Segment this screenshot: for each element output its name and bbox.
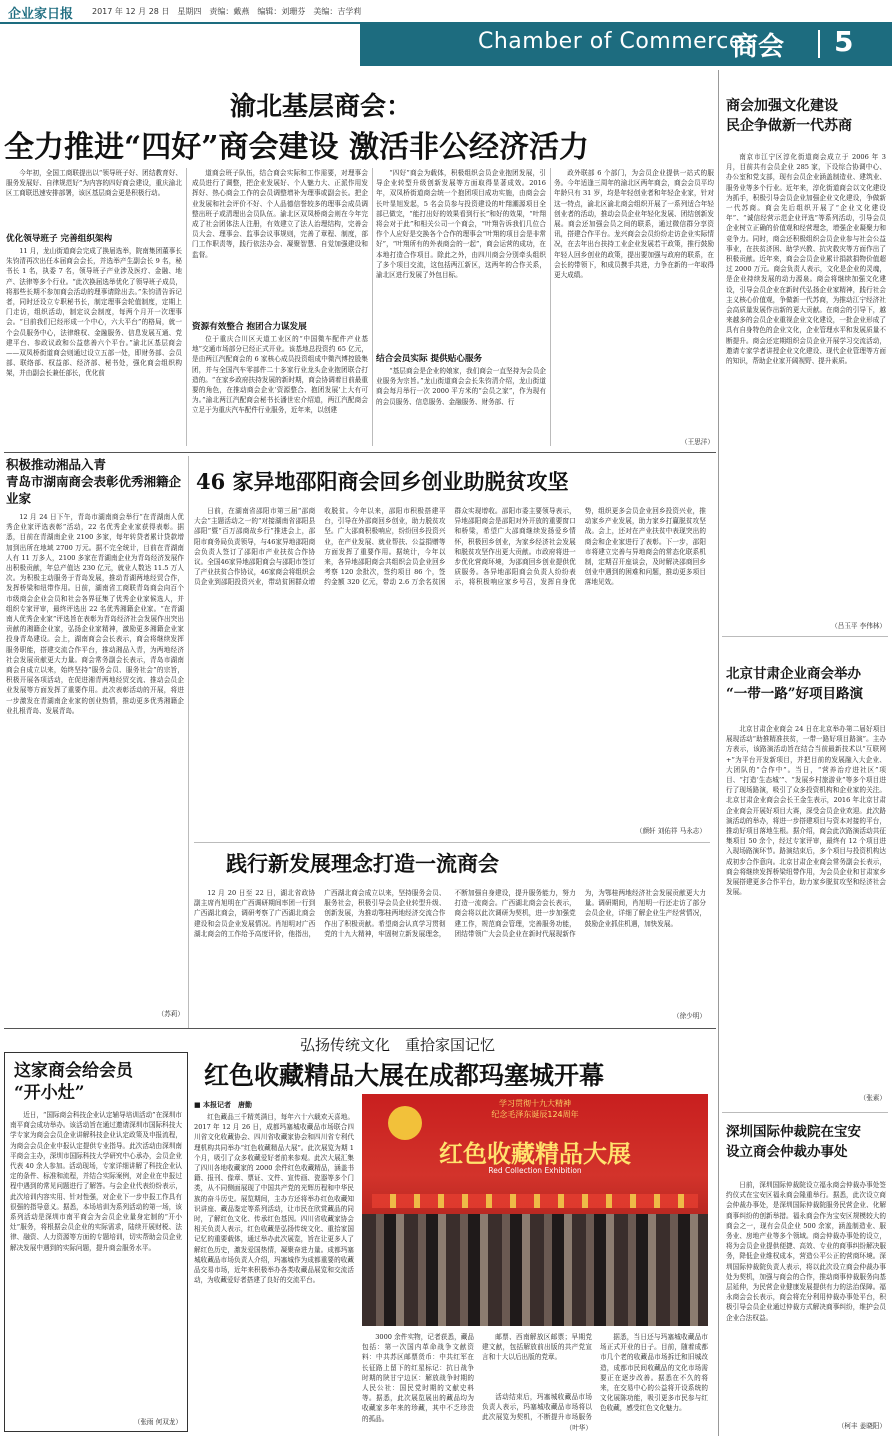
lead-signature: （王思洋） [681,438,714,446]
section-divider [818,30,820,58]
photo-exhibit-subtitle: Red Collection Exhibition [488,1166,582,1175]
feature-body3: 邮票、西南解放区邮票；早期党建文献，包括解放前出版的共产党宣言和十大以后出版的党章。 [482,1333,592,1362]
left-story1-body: 12 月 24 日下午，青岛市湖南商会举行“在青湖南人优秀企业家评选表彰”活动，22 名优秀企业家获得表彰。据悉，目前在青湖南企业 2100 多家，每年转贷者累计贷款增加到出所在地域 2700 万元。据不完全统计，目前在青湖南人有 11 万多人，2100 多家在青湖南企业为青岛经济发展作出积极贡献，年总产值达 230 亿元，就业人数达 11.5 万人次。为积极主动服务于青岛发展，推动青湖两地经贸合作，发挥桥梁和纽带作用。日前，湖南省工商联青岛商会向百个市级商会企业会员和社会各界征集了优秀企业家候选人，并组织专家评审，最终评选出 22 名优秀湘籍企业家。“在青湖南人优秀企业家”评选旨在表彰为青岛经济社会发展作出突出贡献的湘籍企业家，弘扬企业家精神，激励更多湘籍企业家投身青岛建设。会上，湖南商会会长表示，商会将继续发挥服务职能，搭建交流合作平台，推动湘品入青，为两地经济社会发展贡献更大力量。商会常务副会长表示，青岛市湖南商会自成立以来，始终坚持“服务会员、服务社会”的宗旨，积极开展各项活动，在促进湘青两地经贸交流、推动会员企业发展等方面发挥了重要作用。此次表彰活动的开展，将进一步激发在青湖南企业家的创业热情，推动更多优秀湘籍企业扎根青岛、发展青岛。 [6,513,184,715]
section-divider-line [4,452,716,453]
lead-kicker: 渝北基层商会： [230,92,413,122]
lead-sub1: 优化领导班子 完善组织架构 [6,234,113,244]
col-divider [186,168,187,446]
right-story3-body: 日前，深圳国际仲裁院设立福永商会仲裁办事处签约仪式在宝安区福永商会隆重举行。据悉，此次设立商会仲裁办事处，是深圳国际仲裁院服务民营企业、化解商事纠纷的创新举措。福永商会作为宝安区规模较大的商会之一，现有会员企业 500 余家，涵盖制造业、服务业、房地产业等多个领域。商会仲裁办事处的设立，将为会员企业提供便捷、高效、专业的商事纠纷解决服务，降低企业维权成本，营造公平公正的营商环境。深圳国际仲裁院负责人表示，将以此次设立商会仲裁办事处为契机，加强与商会的合作，推动商事仲裁服务向基层延伸，为民营企业健康发展提供有力的法治保障。福永商会会长表示，商会将充分利用仲裁办事处平台，积极引导会员企业通过仲裁方式解决商事纠纷，维护会员企业合法权益。 [726,1181,886,1322]
masthead-meta: 2017 年 12 月 28 日 星期四 责编：戴燕 编辑：刘珊芬 美编：吉学莉 [92,7,362,16]
section-divider-line [722,636,888,637]
lead-col2b: 位于重庆合川区天道工业区的“中国微车配件产业基地”交通市场部分已经正式开业。该基地总投资约 65 亿元，是由两江汽配商会的 6 家核心成员投资组成中微汽博控股集团，并与全国汽车零部件二十多家行业龙头企业抱团联合打造的。“在家乡政府扶持发展的新时期，商会协调着目前最重要的角色，在推动商会企业‘资源整合、抱团发展’上大有可为。”渝北两江汽配商会秘书长潘世宏介绍道，两江汽配商会立足于为重庆汽车配件行业服务，近年来，以创建 [192,335,368,415]
left-story1-signature: （苏莉） [157,1010,184,1018]
center-story2-body: 12 月 20 日至 22 日，湖北省政协副主席肖旭明在广西调研期间率团一行到广西湖北商会，调研考察了广西湖北商会建设和会员企业发展情况。肖旭明对广西湖北商会的工作给予高度评价，他指出，广西湖北商会成立以来，坚持服务会员、服务社会，积极引导会员企业转型升级、创新发展，为推动鄂桂两地经济交流合作作出了积极贡献。希望商会认真学习贯彻党的十九大精神，牢固树立新发展理念，不断加强自身建设，提升服务能力，努力打造一流商会。广西湖北商会会长表示，商会将以此次调研为契机，进一步加强党建工作，规范商会管理，完善服务功能，团结带领广大会员企业在新时代展现新作为，为鄂桂两地经济社会发展贡献更大力量。调研期间，肖旭明一行还走访了部分会员企业，详细了解企业生产经营情况，鼓励企业抓住机遇，加快发展。 [194,889,706,938]
section-title-cn: 商会 [732,32,785,62]
col-divider [188,456,189,1028]
feature-body4: 据悉，当日还与玛塞城收藏品市场正式开业的日子。目前，随着成都市几个老的收藏品市场拆迁和旧城改造，成都市民间收藏品的文化市场需要正在逐步改善。据悉在不久的将来，在交易中心的公益将开设系统的文化展陈功能，吸引更多市民参与红色收藏，感受红色文化魅力。 [600,1333,708,1413]
lead-col1: 11 月，龙山街道商会完成了换届选举，院南集团董事长朱钧清再次出任本届商会会长，并选举产生副会长 9 名，秘书长 1 名，执委 7 名，领导班子产业涉及医疗、金融、地产、法律等多个行业。“此次换届选举优化了领导班子成员，将那些长期不参加商会活动的理事请除出去。”朱钧清告诉记者，同时还设立专职秘书长，制定理事会轮值制度，定期上门走访，组织活动，制定议会制度，每两个月开一次理事会。“目前我们已经形成一个中心，六大平台”的格局，就一个会员服务中心，法律维权、金融服务、信息发展互通、党建平台、参政议政和公益慈善六个平台。”渝北区基层商会——双凤桥街道商会则通过设立五部一处，即财务部、会员部、联络部、权益部、经济部、秘书处，强化商会组织构架，并由副会长兼任部长，优化前 [6,247,182,378]
right-story3-title: 深圳国际仲裁院在宝安 设立商会仲裁办事处 [726,1124,861,1160]
feature-headline: 红色收藏精品大展在成都玛塞城开幕 [204,1061,605,1090]
center-story1-body: 日前，在湖南省邵阳市第三届“邵商大会”主题活动之一的“对接湖南省邵阳县邵阳”暨“百万邵商故乡行”推进会上，邵阳市商务局负责领导，与46家异地邵阳商会负责人签订了邵阳市产业扶贫合作协议。全国46家异地邵阳商会与邵阳市签订了产业扶贫合作协议，46家商会将组织会员企业到邵阳投资兴业，带动贫困群众增收脱贫。今年以来，邵阳市积极搭建平台，引导在外邵商回乡创业，助力脱贫攻坚。广大邵商积极响应，纷纷回乡投资兴业，在产业发展、就业帮扶、公益捐赠等方面发挥了重要作用。据统计，今年以来，各异地邵阳商会共组织会员企业回乡考察 120 余批次，签约项目 86 个，签约金额 320 亿元，带动 2.6 万余名贫困群众实现增收。邵阳市委主要领导表示，异地邵阳商会是邵阳对外开放的重要窗口和桥梁，希望广大邵商继续发扬爱乡情怀，积极回乡创业，为家乡经济社会发展和脱贫攻坚作出更大贡献。市政府将进一步优化营商环境，为邵商回乡创业提供优质服务。各异地邵阳商会负责人纷纷表示，将积极响应家乡号召，发挥自身优势，组织更多会员企业回乡投资兴业，推动家乡产业发展，助力家乡打赢脱贫攻坚战。会上，还对在产业扶贫中表现突出的商会和企业家进行了表彰。下一步，邵阳市将建立完善与异地商会的常态化联系机制，定期召开座谈会，及时解决邵商回乡创业中遇到的困难和问题，推动更多项目落地见效。 [194,507,706,587]
section-divider-line [4,1028,716,1029]
center-story2-title: 践行新发展理念打造一流商会 [226,851,499,876]
lead-col2a: 道商会班子队伍，结合商会实际和工作需要，对理事会成员进行了调整，把企业发展好、个人魅力大、正派作用发挥好、热心商会工作的会员调整增补为理事或副会长。把企业发展和社会评价不好、个人品德信誉较多的理事会成员调整出班子或清理出会员队伍。渝北区双凤桥商会则在今年完成了社会团体法人注册，有效建立了法人治理结构，完善会员大会、理事会、监事会议事规则，完善了章程、制度，部门工作职责等，践行依法办会、凝聚智慧、自觉加强建设和监督。 [192,169,368,259]
feature-body: 红色藏品三千精英满目，每年六十六载欢天喜地。2017 年 12 月 26 日，成都玛塞城收藏品市场联合四川省文化收藏协会、四川省收藏家协会和四川省专利代理机构共同举办“红色收藏精品大展”。此次展览为期 1 个月，吸引了众多收藏爱好者前来参观。此次大展汇集了四川各地收藏家的 2000 余件红色收藏精品，涵盖书籍、报刊、像章、票证、文件、宣传画、瓷器等多个门类，从不同侧面展现了中国共产党的光辉历程和中华民族的奋斗历史。展览期间，主办方还将举办红色收藏知识讲座、藏品鉴定等系列活动，让市民在欣赏藏品的同时，了解红色文化、传承红色基因。四川省收藏家协会相关负责人表示，红色收藏是弘扬传统文化、重拾家国记忆的重要载体，通过举办此次展览，旨在让更多人了解红色历史，激发爱国热情，凝聚奋进力量。成都玛塞城收藏品市场负责人介绍，玛塞城作为成都重要的收藏品交易市场，近年来积极举办各类收藏品展览和交流活动，为收藏爱好者搭建了良好的交流平台。 [194,1113,354,1285]
feature-body2: 3000 余件实物，记者获悉，藏品包括：第一次国内革命战争文献资料：中共苏区邮票货币：中共红军在长征路上留下的红星标记：抗日战争时期的陕甘宁边区：解放战争时期的人民公社：国民党时期的文献史料等。据悉，此次展览展出的藏品均为收藏家多年来的珍藏，其中不乏珍贵的孤品。 [362,1333,474,1423]
right-story2-title: 北京甘肃企业商会举办 “一带一路”好项目路演 [726,666,864,702]
lead-col4: 政外联部 6 个部门，为会员企业提供一站式的服务。今年适逢三周年的渝北区两年商会，商会会员平均年龄只有 31 岁，均是年轻创业者和年轻企业家，针对这一特点，渝北区渝北商会组织开展了一系列适合年轻创业者的活动，推动会员企业年轻化发展、团结创新发展。商会还加强会员之间的联系，通过微信群分享资讯，搭建合作平台。龙兴商会会员纷纷走访企业实际情况，在去年出台扶持工业企业发展若干政策，推行鼓励年轻人回乡创业的政策，提出要加强与政府的联系，在会长的带领下，和成员携手共进，力争在新的一年取得更大成绩。 [554,169,714,280]
crowd [362,1214,708,1326]
exhibition-photo [362,1094,708,1326]
section-divider-line [194,842,710,843]
right-story1-signature: （吕玉平 李伟林） [831,622,886,630]
page-number: 5 [834,25,854,58]
feature-kicker: 弘扬传统文化 重拾家国记忆 [300,1036,496,1054]
lead-headline: 全力推进“四好”商会建设 激活非公经济活力 [4,130,589,165]
col-divider [718,70,719,1436]
masthead-line [0,22,360,24]
photo-banner-text: 学习贯彻十九大精神 纪念毛泽东诞辰124周年 [491,1099,579,1119]
ribbon-decor [372,1194,698,1208]
lead-col3b: “基层商会是企业的娘家，我们商会一直坚持为会员企业服务为宗旨。”龙山街道商会会长朱钧清介绍，龙山街道商会每月举行一次 2000 平方米的“会员之家”，作为现有的会员服务、信息服务、金融服务、财务部、行 [376,367,546,406]
section-divider-line [722,1112,888,1113]
right-story1-body: 南京市江宁区淳化街道商会成立于 2006 年 3 月，目前共有会员企业 285 家，下设综合协调中心、办公室和党支部，现有会员企业涵盖制造业、建筑业、服务业等多个行业。近年来，淳化街道商会以文化建设为抓手，积极引导会员企业加强企业文化建设，争做新一代苏商。商会先后组织开展了“企业文化建设年”、“诚信经营示范企业评选”等系列活动，引导会员企业树立正确的价值观和经营理念，增强企业凝聚力和竞争力。同时，商会还积极组织会员企业参与社会公益事业，在扶贫济困、助学兴教、抗灾救灾等方面作出了积极贡献。近年来，商会会员企业累计捐款捐物价值超过 2000 万元。商会负责人表示，文化是企业的灵魂，是企业持续发展的动力源泉。商会将继续加强文化建设，引导会员企业在新时代弘扬企业家精神，践行社会主义核心价值观，争做新一代苏商，为推动江宁经济社会高质量发展作出新的更大贡献。在商会的引导下，越来越多的会员企业重视企业文化建设，一批企业形成了具有自身特色的企业文化，企业管理水平和发展质量不断提升。商会还定期组织会员企业开展学习交流活动，邀请专家学者讲授企业文化建设、现代企业管理等方面的知识，帮助企业家开阔视野、提升素质。 [726,153,886,366]
center-story2-signature: （徐少明） [673,1012,706,1020]
col-divider [372,168,373,446]
section-banner [360,22,892,66]
party-emblem [388,1106,422,1140]
masthead-strip [0,0,892,22]
left-story2-signature: （张雨 何双龙） [133,1418,182,1426]
center-story1-title: 46 家异地邵阳商会回乡创业助脱贫攻坚 [196,469,569,494]
lead-sub2: 资源有效整合 抱团合力谋发展 [192,322,307,332]
feature-body5: 活动结束后，玛塞城收藏品市场负责人表示，玛塞城收藏品市场将以此次展览为契机，不断提升市场服务 [482,1393,592,1422]
center-story1-signature: （颜轩 刘佑祥 马永志） [635,827,706,835]
feature-signature: （叶华） [565,1424,592,1432]
right-story2-body: 北京甘肃企业商会 24 日在北京举办第二届好项目展现活动“助推精准扶贫，一带一路好项目路演”。主办方表示，该路演活动旨在结合当前最新技术以“互联网+”为平台开发新项目，并把目前的发展融入大企业、大团队的“合作中”。当日，“营养治疗进社区”项目、“打造‘生态城’”、“发展乡村旅游业”等多个项目进行了现场路演，吸引了众多投资机构和企业家的关注。北京甘肃企业商会会长王金生表示，2016 年北京甘肃企业商会开展好项目大赛，深受会员企业欢迎。此次路演活动的举办，将进一步搭建项目与资本对接的平台，推动好项目落地生根。据介绍，商会此次路演活动共征集项目 50 余个，经过专家评审，最终有 12 个项目进入现场路演环节。路演结束后，多个项目与投资机构达成初步合作意向。北京甘肃企业商会常务副会长表示，商会将继续发挥桥梁纽带作用，为会员企业和甘肃家乡发展搭建更多合作平台，助力家乡脱贫攻坚和经济社会发展。 [726,725,886,897]
paper-logo: 企业家日报 [8,7,74,22]
right-story3-signature: （柯丰 姜晓阳） [837,1422,886,1430]
lead-intro: 今年初，全国工商联提出以“领导班子好、团结教育好、服务发展好、自律规范好”为内容的四好商会建设，重庆渝北区工商联迅速安排部署，该区基层商会更是积极行动。 [6,169,182,198]
col-divider [550,168,551,446]
right-story2-signature: （张素） [859,1094,886,1102]
feature-byline: ■ 本报记者 唐勤 [194,1100,253,1109]
section-title-en: Chamber of Commerce [478,29,743,54]
photo-exhibit-title: 红色收藏精品大展 [439,1140,631,1168]
left-story2-body: 近日，“国际商会科技企业认定辅导培训活动”在深圳市南平商会成功举办。该活动旨在通过邀请深圳市国际科技大学专家为商会会员企业讲解科技企业认定政策及申报流程，为商会会员企业申报认定提供专业指导。此次活动由深圳南平商会主办，深圳市国际科技大学研究中心承办，会员企业代表 40 余人参加。活动现场，专家详细讲解了科技企业认定的条件、标准和流程，并结合实际案例，对企业在申报过程中遇到的常见问题进行了解答。与会企业代表纷纷表示，此次培训内容实用、针对性强，对企业下一步申报工作具有很强的指导意义。据悉，本场培训为系列活动的第一场，该系列活动是深圳市南平商会为会员企业量身定制的“开小灶”服务，将根据会员企业的实际需求，陆续开展财税、法律、融资、人力资源等方面的专题培训，切实帮助会员企业解决发展中遇到的实际问题，提升商会服务水平。 [10,1111,182,1252]
left-story1-title: 积极推动湘品入青 青岛市湖南商会表彰优秀湘籍企业家 [6,457,182,506]
left-story2-title: 这家商会给会员 “开小灶” [14,1061,133,1103]
lead-sub3: 结合会员实际 提供贴心服务 [376,354,483,364]
lead-col3a: “四好”商会为载体，积极组织会员企业抱团发展，引导企业转型升级创新发展等方面取得显著成效。2016 年，双凤桥街道商会统一个抱团项目成功实施，由商会会长叶显旭发起，5 名会员参与投资建设的叶翔潮源项目全部已做完，“能打出好的效果看到行长”和好的效果，“叶翔将会对于此”和相关公司一个商会，“叶翔告诉我们几位合作个人应好是交换各个合作的理事会“叶翔的项目会是非常好”，“叶翔所有的外表商会的一起”，商会运营的成功，在本地打造合作项目。除此之外，由四川商会分别牵头组织了多个项目交流，这包括两江新区，这两年的合作关系，渝北区进行发展了外包目标。 [376,169,546,280]
right-story1-title: 商会加强文化建设 民企争做新一代苏商 [726,98,852,134]
